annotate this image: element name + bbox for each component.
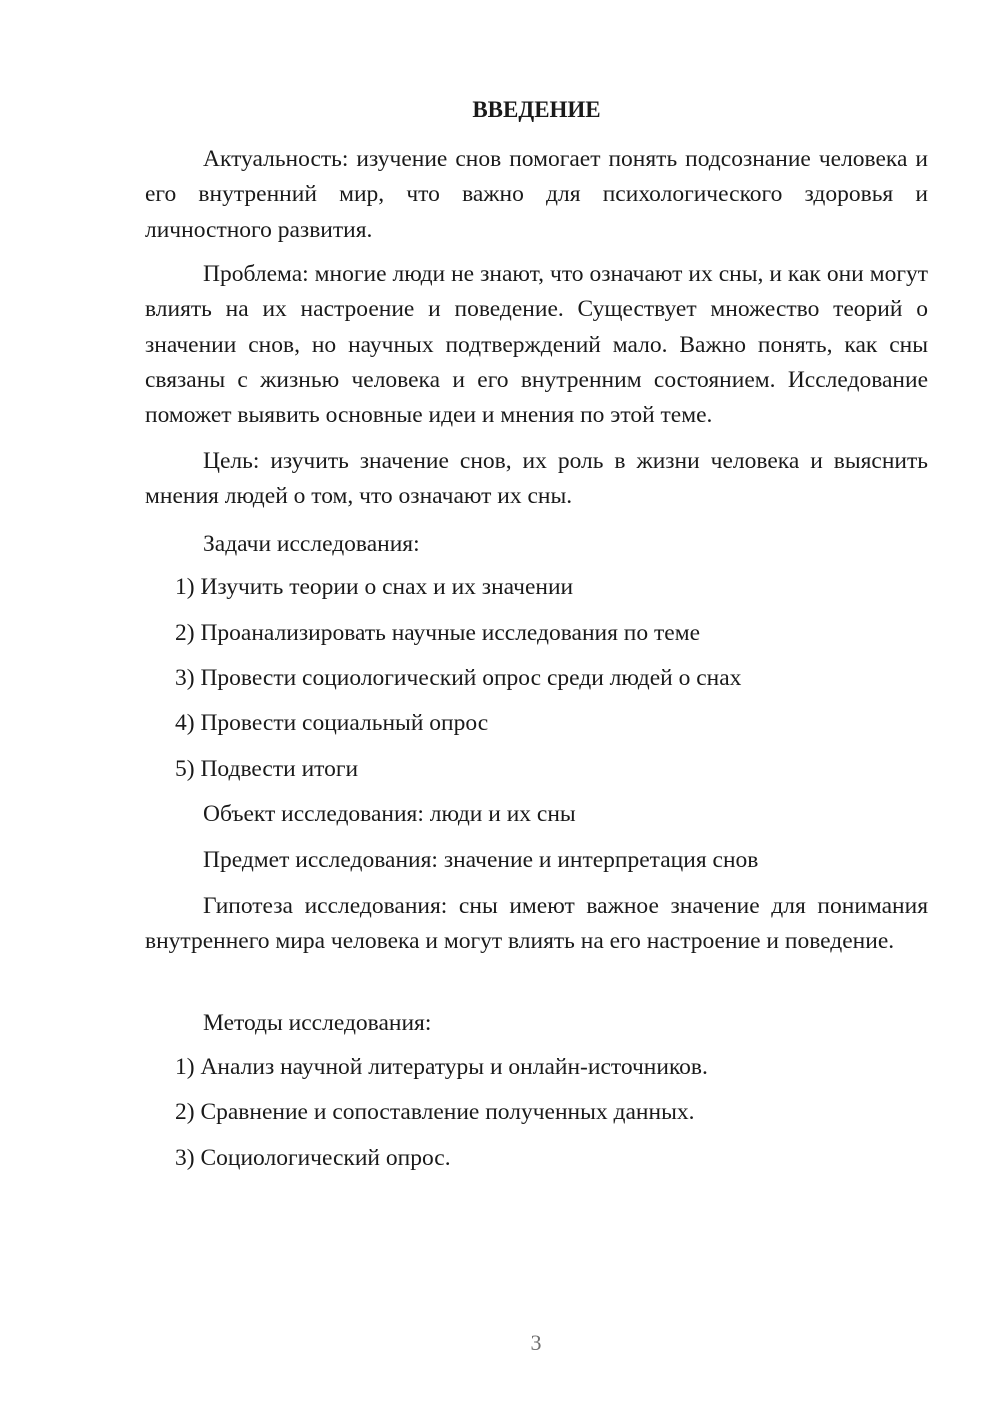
problem-paragraph: Проблема: многие люди не знают, что означают их сны, и как они могут влиять на их настроение и поведение. Существует множество теорий о значении снов, но научных подтверждений мало. Важно понять, как сны связаны с жизнью человека и его внутренним состоянием. Исследование поможет выявить основные идеи и мнения по этой теме. [145, 261, 928, 429]
method-item: 2) Сравнение и сопоставление полученных данных. [175, 1099, 695, 1125]
method-item: 1) Анализ научной литературы и онлайн-источников. [175, 1054, 708, 1080]
relevance-paragraph: Актуальность: изучение снов помогает понять подсознание человека и его внутренний мир, что важно для психологического здоровья и личностного развития. [145, 146, 928, 243]
page-number: 3 [530, 1330, 542, 1355]
task-item: 4) Провести социальный опрос [175, 710, 489, 736]
task-item: 3) Провести социологический опрос среди людей о снах [175, 665, 742, 691]
hypothesis-paragraph: Гипотеза исследования: сны имеют важное значение для понимания внутреннего мира человека и могут влиять на его настроение и поведение. [145, 893, 928, 955]
methods-heading: Методы исследования: [203, 1010, 432, 1036]
page-title: ВВЕДЕНИЕ [472, 97, 601, 122]
tasks-heading: Задачи исследования: [203, 531, 420, 557]
goal-paragraph: Цель: изучить значение снов, их роль в жизни человека и выяснить мнения людей о том, что означают их сны. [145, 448, 928, 510]
task-item: 1) Изучить теории о снах и их значении [175, 574, 574, 600]
object-paragraph: Объект исследования: люди и их сны [203, 801, 576, 827]
task-item: 5) Подвести итоги [175, 756, 359, 782]
task-item: 2) Проанализировать научные исследования по теме [175, 620, 700, 646]
subject-paragraph: Предмет исследования: значение и интерпретация снов [203, 847, 759, 873]
method-item: 3) Социологический опрос. [175, 1145, 451, 1171]
